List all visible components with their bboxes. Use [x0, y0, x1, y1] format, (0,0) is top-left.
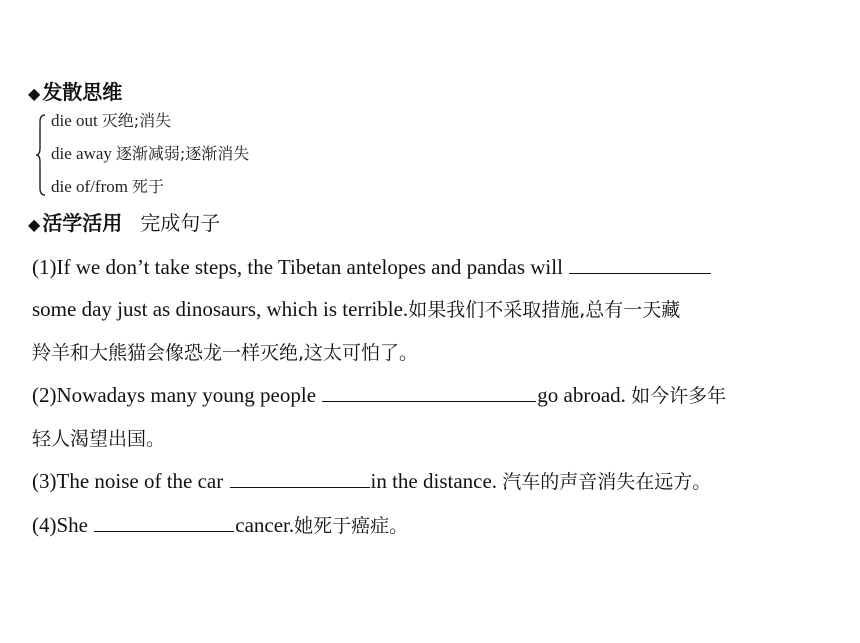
phrase-die-of-from: [51, 176, 164, 198]
phrase-zh: 逐渐减弱;逐渐消失: [115, 144, 250, 163]
sentence-text: (2)Nowadays many young people: [32, 383, 322, 407]
diverge-title: 发散思维: [42, 80, 123, 104]
phrase-zh: 灭绝;消失: [101, 111, 172, 130]
sentence-translation: 汽车的声音消失在远方。: [502, 471, 712, 493]
sentence-1-line-3: [32, 338, 418, 367]
sentence-translation: 她死于癌症。: [294, 515, 409, 537]
sentence-translation: 轻人渴望出国。: [32, 428, 166, 450]
sentence-2-line-1: [32, 381, 726, 410]
phrase-die-away: [51, 143, 249, 165]
sentence-4-line-1: [32, 511, 408, 540]
sentence-translation: 如今许多年: [631, 385, 727, 407]
diamond-bullet-icon: ◆: [28, 84, 41, 103]
phrase-en: die away: [51, 144, 112, 163]
phrase-en: die out: [51, 111, 98, 130]
answer-blank[interactable]: [569, 255, 711, 274]
sentence-text: (1)If we don’t take steps, the Tibetan antelopes and pandas will: [32, 255, 569, 279]
answer-blank[interactable]: [230, 469, 370, 488]
sentence-text: (3)The noise of the car: [32, 469, 229, 493]
sentence-1-line-2: [32, 295, 680, 324]
answer-blank[interactable]: [94, 513, 234, 532]
sentence-2-line-2: [32, 424, 165, 453]
diverge-heading: [28, 80, 122, 106]
sentence-text: in the distance.: [370, 469, 503, 493]
sentence-1-line-1: [32, 253, 712, 281]
sentence-translation: 羚羊和大熊猫会像恐龙一样灭绝,这太可怕了。: [32, 342, 419, 364]
brace-icon: [36, 114, 46, 196]
sentence-text: go abroad.: [537, 383, 632, 407]
sentence-3-line-1: [32, 467, 711, 496]
practice-heading: [28, 211, 220, 237]
phrase-zh: 死于: [131, 177, 164, 196]
practice-subtitle: 完成句子: [140, 211, 221, 235]
diamond-bullet-icon: ◆: [28, 215, 41, 234]
answer-blank[interactable]: [322, 383, 536, 402]
phrase-die-out: [51, 110, 171, 132]
sentence-translation: 如果我们不采取措施,总有一天藏: [408, 299, 681, 321]
phrase-en: die of/from: [51, 177, 128, 196]
sentence-text: (4)She: [32, 513, 94, 537]
sentence-text: some day just as dinosaurs, which is terrible.: [32, 297, 409, 321]
sentence-text: cancer.: [235, 513, 295, 537]
practice-title: 活学活用: [42, 211, 123, 235]
